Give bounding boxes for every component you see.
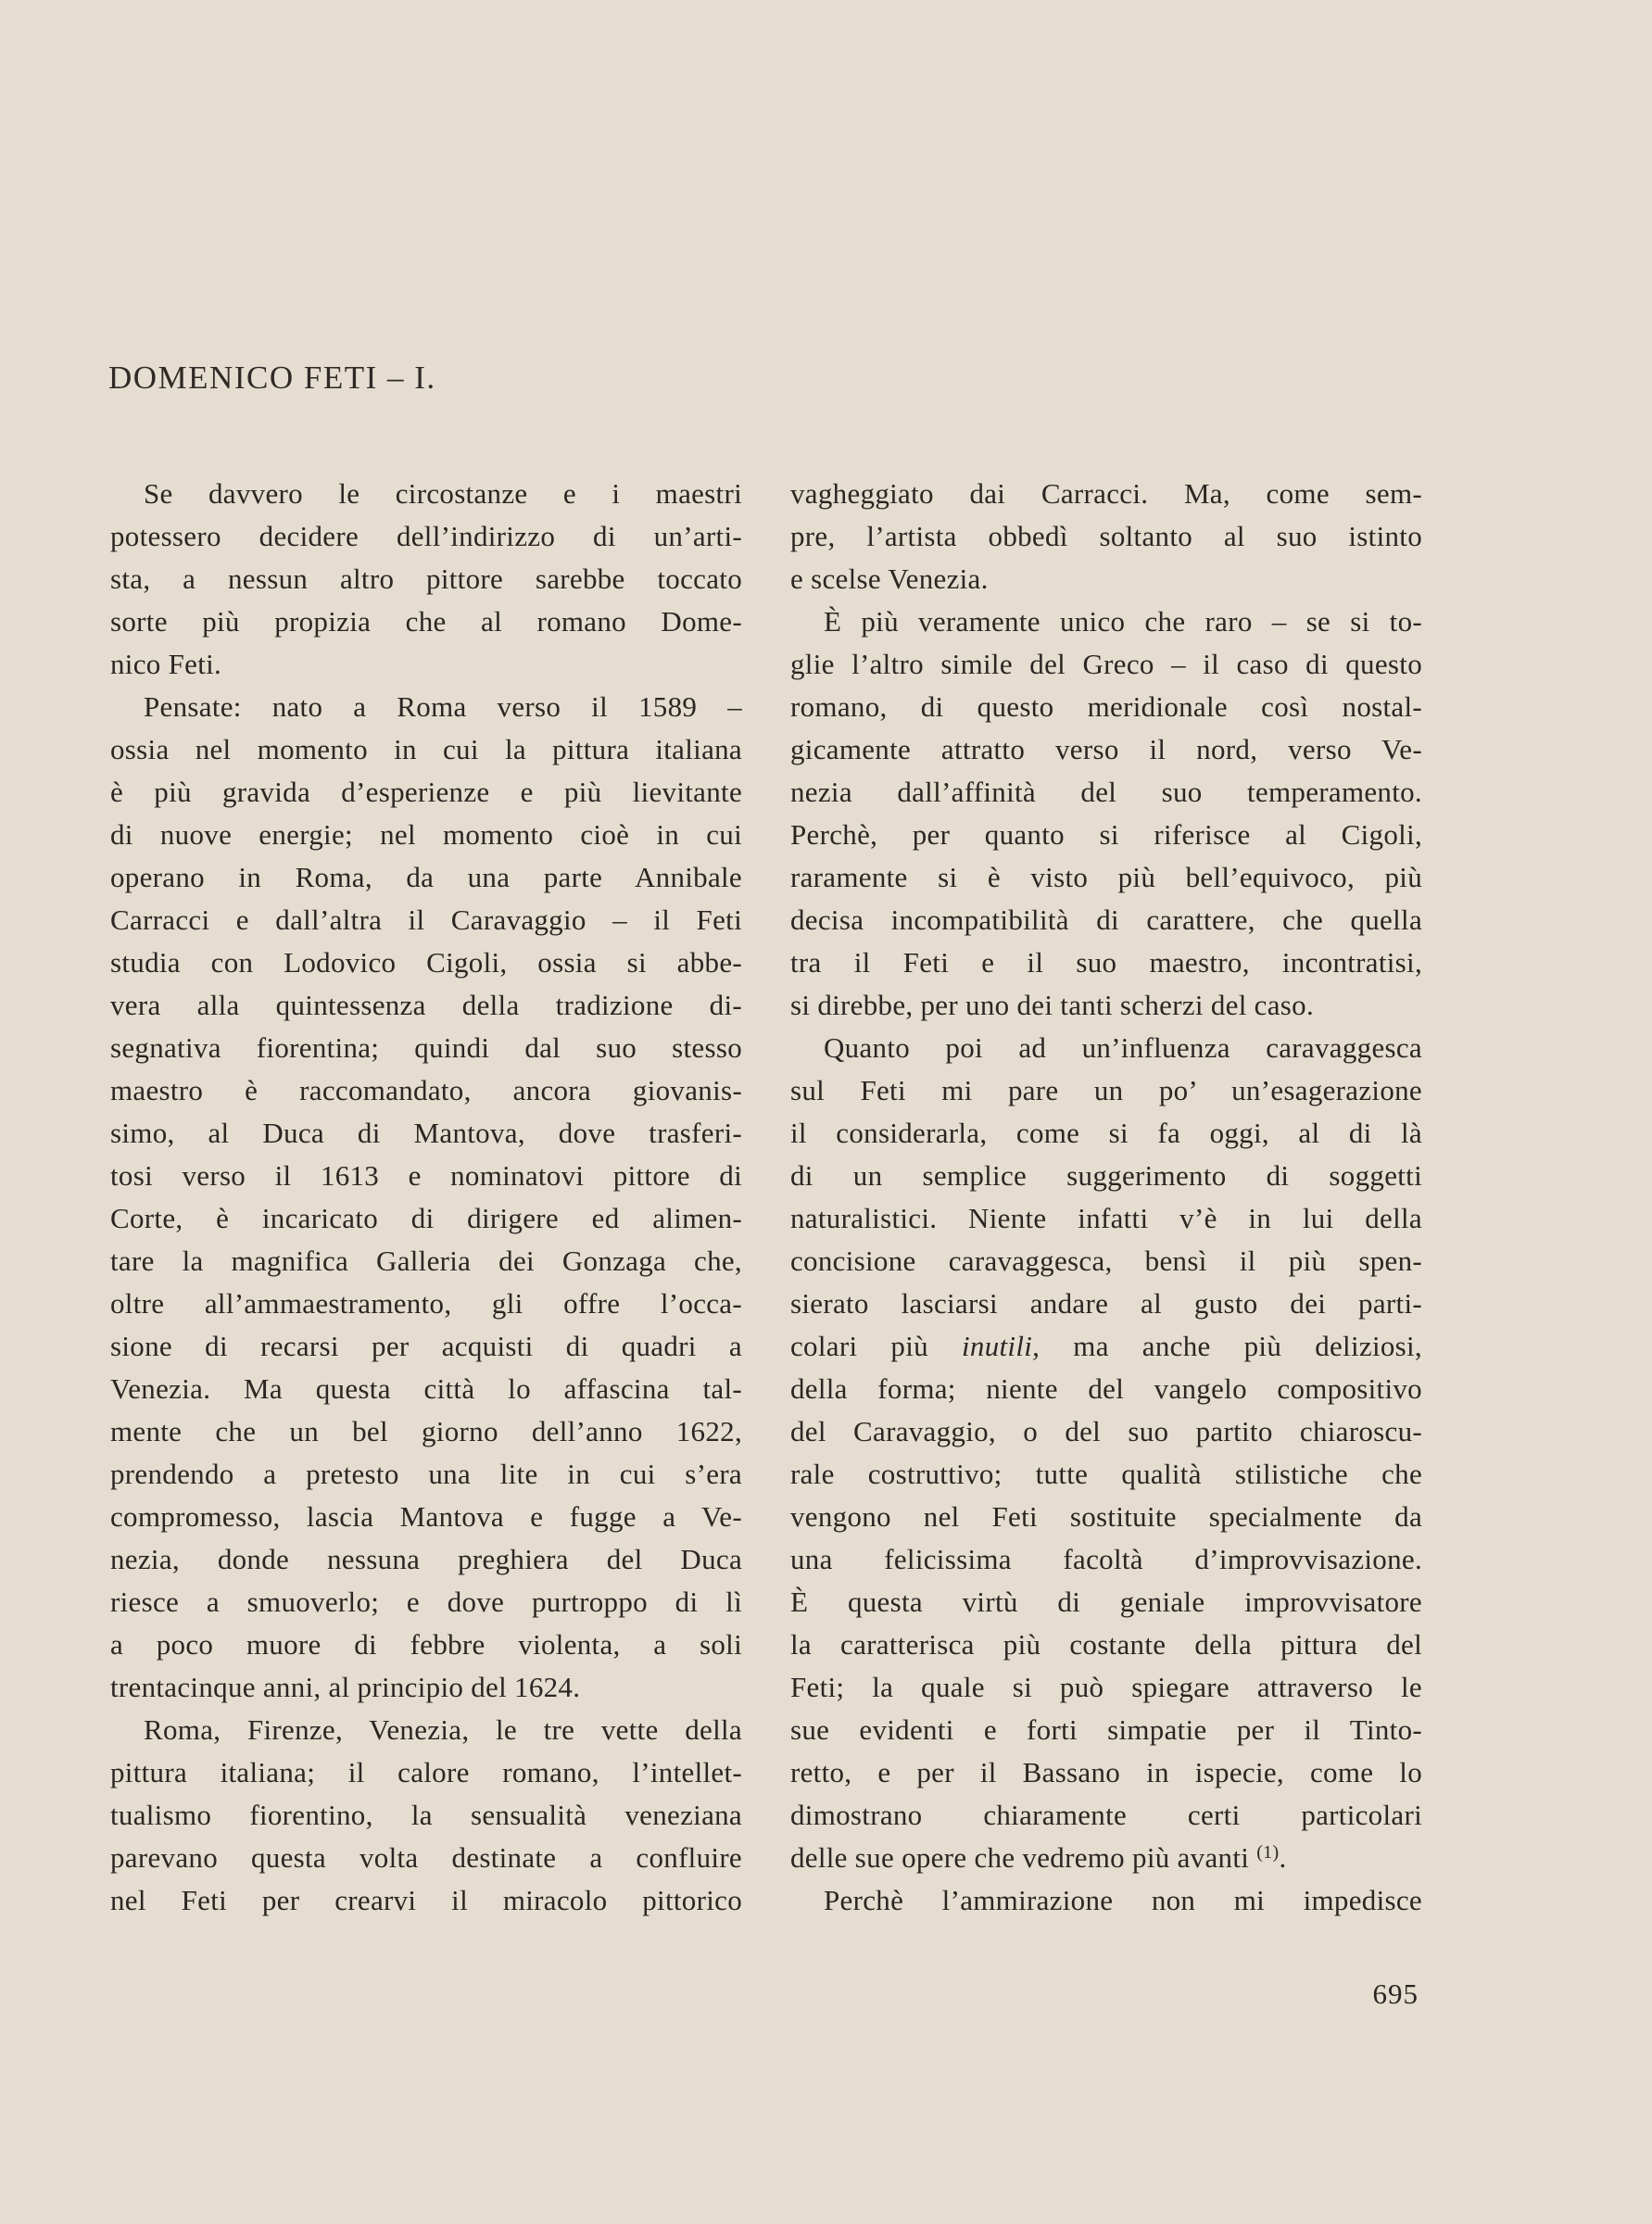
text-segment: colari più — [790, 1330, 928, 1362]
text-line: operano in Roma, da una parte Annibale — [110, 861, 742, 893]
text-line: decisa incompatibilità di carattere, che quella — [790, 904, 1422, 936]
text-line: a poco muore di febbre violenta, a soli — [110, 1628, 742, 1661]
text-line: la caratterisca più costante della pittura del — [790, 1628, 1422, 1661]
page-title: DOMENICO FETI – I. — [108, 360, 436, 396]
text-line: romano, di questo meridionale così nostal- — [790, 690, 1422, 723]
text-line: è più gravida d’esperienze e più lievitante — [110, 776, 742, 808]
text-line: simo, al Duca di Mantova, dove trasferi- — [110, 1117, 742, 1149]
text-line: pittura italiana; il calore romano, l’intellet- — [110, 1756, 742, 1788]
text-line: dimostrano chiaramente certi particolari — [790, 1799, 1422, 1831]
text-line: Venezia. Ma questa città lo affascina tal- — [110, 1372, 742, 1405]
text-line: una felicissima facoltà d’improvvisazione. — [790, 1543, 1422, 1575]
text-line: potessero decidere dell’indirizzo di un’arti- — [110, 520, 742, 552]
text-line: parevano questa volta destinate a confluire — [110, 1841, 742, 1874]
text-line: trentacinque anni, al principio del 1624. — [110, 1671, 581, 1703]
text-line: sul Feti mi pare un po’ un’esagerazione — [790, 1074, 1422, 1106]
text-line: si direbbe, per uno dei tanti scherzi del caso. — [790, 989, 1315, 1021]
text-line: Perchè l’ammirazione non mi impedisce — [824, 1884, 1422, 1916]
text-line: vagheggiato dai Carracci. Ma, come sem- — [790, 477, 1422, 510]
text-line: Perchè, per quanto si riferisce al Cigoli, — [790, 818, 1422, 851]
text-segment: ma anche più deliziosi, — [1073, 1330, 1422, 1362]
text-line: Se davvero le circostanze e i maestri — [144, 477, 742, 510]
text-line: segnativa fiorentina; quindi dal suo stesso — [110, 1031, 742, 1064]
text-line: Corte, è incaricato di dirigere ed alimen- — [110, 1202, 742, 1234]
footnote-reference[interactable]: (1) — [1256, 1842, 1280, 1863]
text-line: nezia dall’affinità del suo temperamento. — [790, 776, 1422, 808]
right-text-column — [790, 473, 1422, 1922]
text-line: prendendo a pretesto una lite in cui s’era — [110, 1458, 742, 1490]
text-line: sione di recarsi per acquisti di quadri a — [110, 1330, 742, 1362]
text-line: maestro è raccomandato, ancora giovanis- — [110, 1074, 742, 1106]
text-line: compromesso, lascia Mantova e fugge a Ve- — [110, 1500, 742, 1533]
text-segment: . — [1279, 1841, 1287, 1874]
italic-word: inutili, — [962, 1330, 1040, 1362]
text-line: concisione caravaggesca, bensì il più spen- — [790, 1245, 1422, 1277]
text-line: tosi verso il 1613 e nominatovi pittore di — [110, 1159, 742, 1192]
text-line: il considerarla, come si fa oggi, al di là — [790, 1117, 1422, 1149]
text-line: nezia, donde nessuna preghiera del Duca — [110, 1543, 742, 1575]
text-line: retto, e per il Bassano in ispecie, come lo — [790, 1756, 1422, 1788]
text-line: di un semplice suggerimento di soggetti — [790, 1159, 1422, 1192]
text-line: pre, l’artista obbedì soltanto al suo istinto — [790, 520, 1422, 552]
text-line: studia con Lodovico Cigoli, ossia si abbe- — [110, 946, 742, 979]
page-number: 695 — [1372, 1978, 1419, 2010]
text-line: di nuove energie; nel momento cioè in cui — [110, 818, 742, 851]
text-line: Feti; la quale si può spiegare attraverso le — [790, 1671, 1422, 1703]
text-line: glie l’altro simile del Greco – il caso di questo — [790, 648, 1422, 680]
text-line: tare la magnifica Galleria dei Gonzaga che, — [110, 1245, 742, 1277]
text-line: riesce a smuoverlo; e dove purtroppo di lì — [110, 1586, 742, 1618]
text-line: sierato lasciarsi andare al gusto dei parti- — [790, 1287, 1422, 1320]
text-line: tra il Feti e il suo maestro, incontratisi, — [790, 946, 1422, 979]
text-line: È più veramente unico che raro – se si to- — [824, 605, 1422, 638]
text-line: Roma, Firenze, Venezia, le tre vette della — [144, 1713, 742, 1746]
text-line: sue evidenti e forti simpatie per il Tinto- — [790, 1713, 1422, 1746]
text-line: Quanto poi ad un’influenza caravaggesca — [824, 1031, 1422, 1064]
text-line: rale costruttivo; tutte qualità stilistiche che — [790, 1458, 1422, 1490]
text-line — [790, 1325, 1422, 1368]
text-line: mente che un bel giorno dell’anno 1622, — [110, 1415, 742, 1447]
text-line: È questa virtù di geniale improvvisatore — [790, 1586, 1422, 1618]
left-text-column — [110, 473, 742, 1922]
text-line: naturalistici. Niente infatti v’è in lui della — [790, 1202, 1422, 1234]
text-line: tualismo fiorentino, la sensualità veneziana — [110, 1799, 742, 1831]
text-line: e scelse Venezia. — [790, 562, 989, 595]
text-line: nico Feti. — [110, 648, 222, 680]
text-line: del Caravaggio, o del suo partito chiaroscu- — [790, 1415, 1422, 1447]
text-line: raramente si è visto più bell’equivoco, più — [790, 861, 1422, 893]
text-segment: delle sue opere che vedremo più avanti — [790, 1841, 1250, 1874]
text-line: ossia nel momento in cui la pittura italiana — [110, 733, 742, 765]
text-line: gicamente attratto verso il nord, verso Ve- — [790, 733, 1422, 765]
text-line: vera alla quintessenza della tradizione di- — [110, 989, 742, 1021]
text-line: della forma; niente del vangelo compositivo — [790, 1372, 1422, 1405]
text-line: Pensate: nato a Roma verso il 1589 – — [144, 690, 742, 723]
text-line: nel Feti per crearvi il miracolo pittorico — [110, 1884, 742, 1916]
text-line — [790, 1837, 1422, 1879]
text-line: Carracci e dall’altra il Caravaggio – il Feti — [110, 904, 742, 936]
text-line: vengono nel Feti sostituite specialmente da — [790, 1500, 1422, 1533]
text-line: oltre all’ammaestramento, gli offre l’occa- — [110, 1287, 742, 1320]
text-line: sta, a nessun altro pittore sarebbe toccato — [110, 562, 742, 595]
text-line: sorte più propizia che al romano Dome- — [110, 605, 742, 638]
